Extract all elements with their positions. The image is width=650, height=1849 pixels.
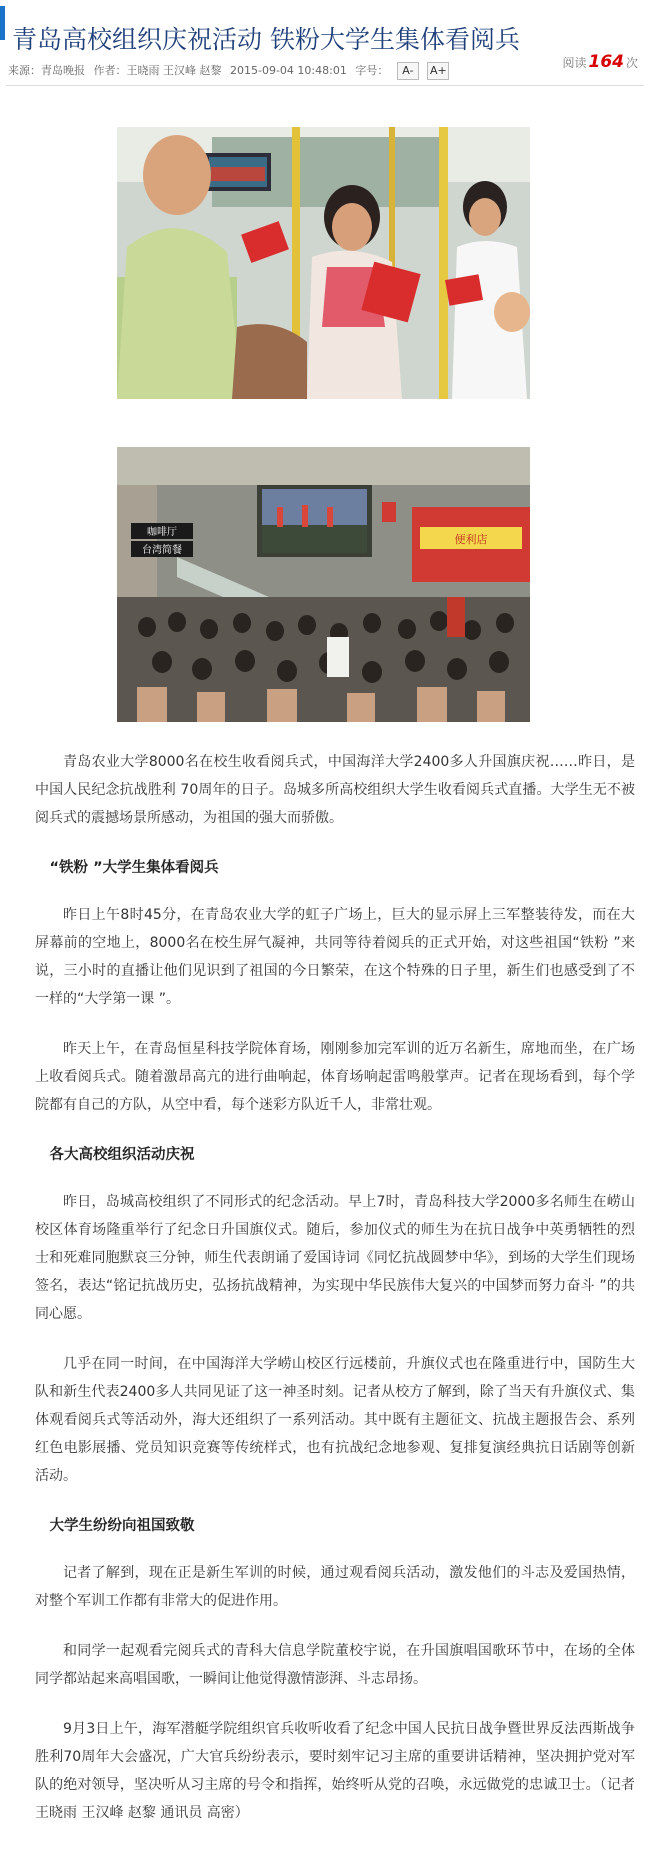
photo-hall-crowd-big-screen <box>117 447 530 722</box>
article-paragraph: 几乎在同一时间，在中国海洋大学崂山校区行远楼前，升旗仪式也在隆重进行中，国防生大队和新生代表2400多人共同见证了这一神圣时刻。记者从校方了解到，除了当天有升旗仪式、集体观看阅兵式等活动外，海大还组织了一系列活动。其中既有主题征文、抗战主题报告会、系列红色电影展播、党员知识竞赛等传统样式，也有抗战纪念地参观、复排复演经典抗日话剧等创新活动。 <box>35 1356 635 1484</box>
section-heading: 大学生纷纷向祖国致敬 <box>49 1518 195 1534</box>
photo-hall-illustration <box>117 447 530 722</box>
reads-count: 164 <box>588 52 624 72</box>
reads-label: 阅读 <box>562 56 587 70</box>
article-paragraph: 昨天上午，在青岛恒星科技学院体育场，刚刚参加完军训的近万名新生，席地而坐，在广场上收看阅兵式。随着激昂高亢的进行曲响起，体育场响起雷鸣般掌声。记者在现场看到，每个学院都有自己的方队，从空中看，每个迷彩方队近千人，非常壮观。 <box>35 1041 635 1113</box>
sign-taiwan-meal: 台湾简餐 <box>142 545 182 556</box>
article-paragraph: 记者了解到，现在正是新生军训的时候，通过观看阅兵活动，激发他们的斗志及爱国热情，对整个军训工作都有非常大的促进作用。 <box>35 1565 635 1609</box>
header-divider <box>6 85 644 86</box>
article-paragraph: 昨日上午8时45分，在青岛农业大学的虹子广场上，巨大的显示屏上三军整装待发，而在大屏幕前的空地上，8000名在校生屏气凝神，共同等待着阅兵的正式开始，对这些祖国“铁粉 ”来说，三小时的直播让他们见识到了祖国的今日繁荣，在这个特殊的日子里，新生们也感受到了不一样的“大学第一课 ”。 <box>35 907 635 1007</box>
section-heading: “铁粉 ”大学生集体看阅兵 <box>49 860 219 876</box>
source-label: 来源：青岛晚报 <box>8 64 85 77</box>
font-smaller-button[interactable]: A- <box>397 62 419 80</box>
title-accent-bar <box>0 6 5 40</box>
article-meta <box>8 60 642 82</box>
photo-bus-illustration <box>117 127 530 399</box>
article-paragraph: 昨日，岛城高校组织了不同形式的纪念活动。早上7时，青岛科技大学2000多名师生在崂山校区体育场隆重举行了纪念日升国旗仪式。随后，参加仪式的师生为在抗日战争中英勇牺牲的烈士和死难同胞默哀三分钟，师生代表朗诵了爱国诗词《同忆抗战圆梦中华》，到场的大学生们现场签名，表达“铭记抗战历史，弘扬抗战精神，为实现中华民族伟大复兴的中国梦而努力奋斗 ”的共同心愿。 <box>35 1194 635 1322</box>
photo-bus-passengers-with-flags <box>117 127 530 399</box>
section-heading: 各大高校组织活动庆祝 <box>49 1147 195 1163</box>
reads-unit: 次 <box>625 56 638 70</box>
article-paragraph: 和同学一起观看完阅兵式的青科大信息学院董校宇说，在升国旗唱国歌环节中，在场的全体同学都站起来高唱国歌，一瞬间让他觉得激情澎湃、斗志昂扬。 <box>35 1643 635 1687</box>
author-label: 作者：王晓雨 王汉峰 赵黎 <box>93 64 222 77</box>
publish-datetime: 2015-09-04 10:48:01 <box>230 64 347 77</box>
article-paragraph: 9月3日上午，海军潜艇学院组织官兵收听收看了纪念中国人民抗日战争暨世界反法西斯战争胜利70周年大会盛况，广大官兵纷纷表示，要时刻牢记习主席的重要讲话精神，坚决拥护党对军队的绝对领导，坚决听从习主席的号令和指挥，始终听从党的召唤，永远做党的忠诚卫士。（记者 王晓雨 王汉峰 赵黎 通讯员 高密） <box>35 1721 635 1821</box>
font-size-label: 字号： <box>355 64 389 77</box>
article-paragraph: 青岛农业大学8000名在校生收看阅兵式，中国海洋大学2400多人升国旗庆祝……昨日，是中国人民纪念抗战胜利 70周年的日子。岛城多所高校组织大学生收看阅兵式直播。大学生无不被阅兵式的震撼场景所感动，为祖国的强大而骄傲。 <box>35 754 635 826</box>
article-body <box>35 748 635 1849</box>
page-title: 青岛高校组织庆祝活动 铁粉大学生集体看阅兵 <box>12 24 520 54</box>
sign-coffee: 咖啡厅 <box>147 527 177 538</box>
font-larger-button[interactable]: A+ <box>427 62 449 80</box>
sign-convenience-store: 便利店 <box>454 533 488 546</box>
